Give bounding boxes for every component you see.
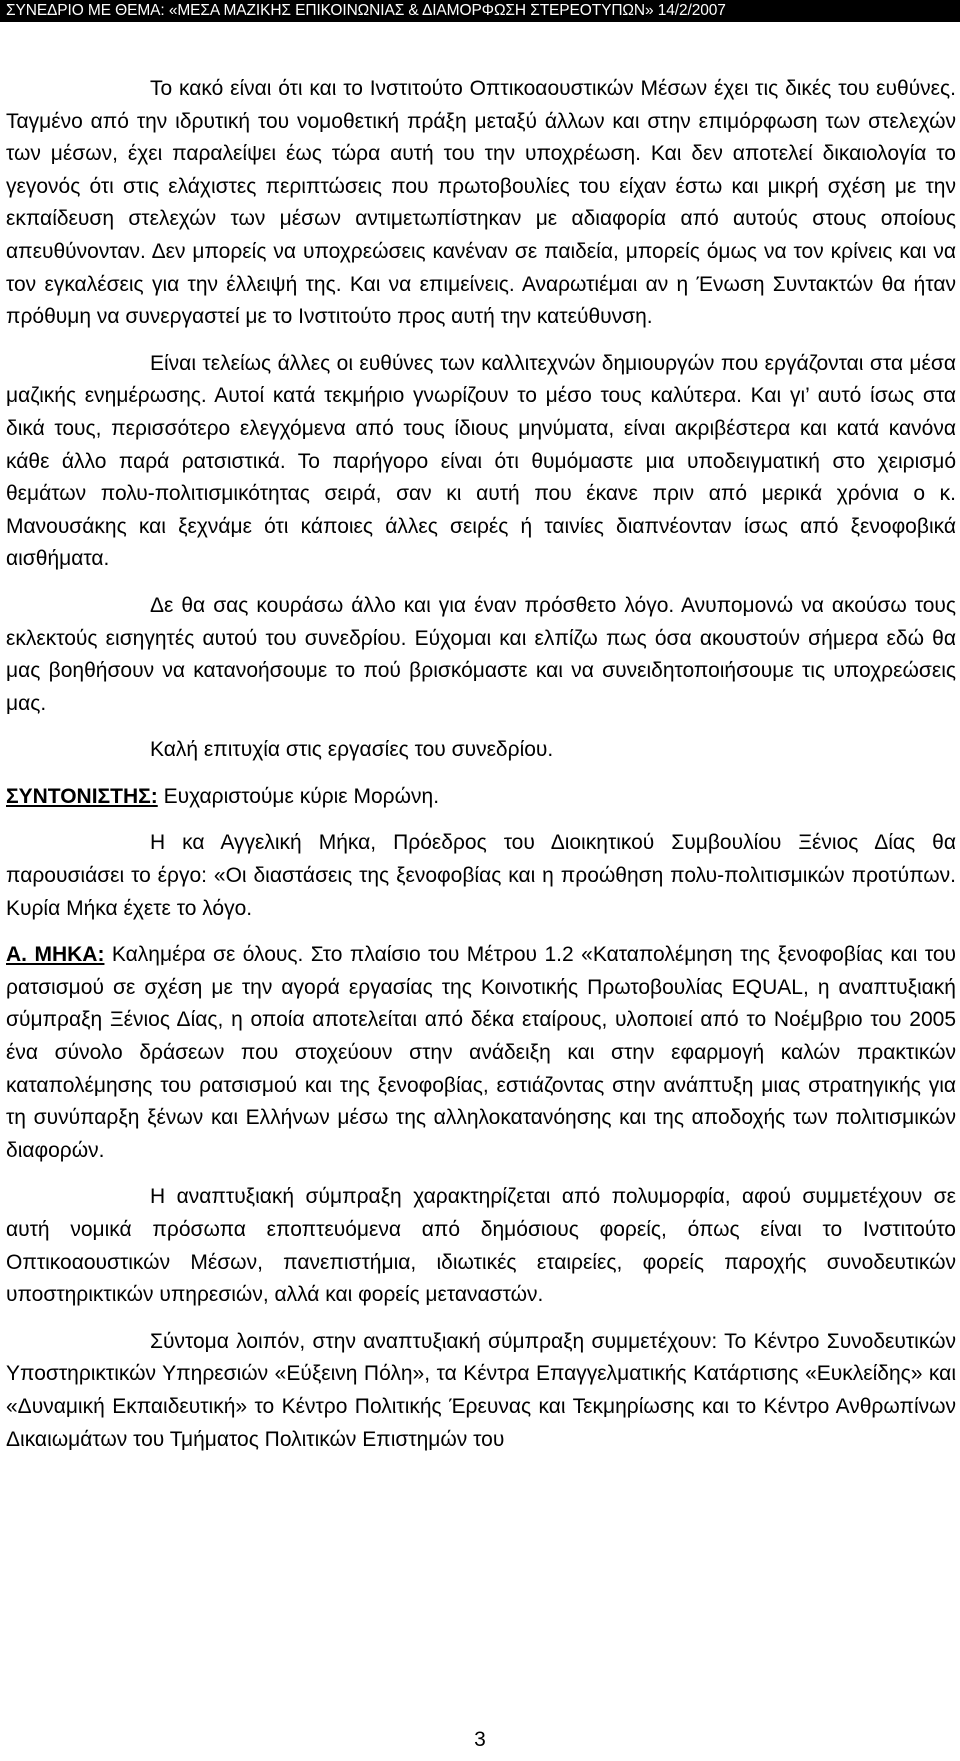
paragraph-moderator-thanks — [6, 781, 956, 814]
running-header — [0, 0, 960, 22]
paragraph-partnership-diversity: Η αναπτυξιακή σύμπραξη χαρακτηρίζεται από πολυμορφία, αφού συμμετέχουν σε αυτή νομικά πρόσωπα εποπτευόμενα από δημόσιους φορείς, όπως είναι το Ινστιτούτο Οπτικοαουστικών Μέσων, πανεπιστήμια, ιδιωτικές εταιρείες, φορείς παροχής συνοδευτικών υποστηρικτικών υπηρεσιών, αλλά και φορείς μεταναστών. — [6, 1185, 956, 1307]
page-body — [6, 73, 956, 1456]
paragraph-speaker-introduction: Η κα Αγγελική Μήκα, Πρόεδρος του Διοικητικού Συμβουλίου Ξένιος Δίας θα παρουσιάσει το έργο: «Οι διαστάσεις της ξενοφοβίας και η προώθηση πολυ-πολιτισμικών προτύπων. Κυρία Μήκα έχετε το λόγο. — [6, 831, 956, 920]
moderator-thanks-text: Ευχαριστούμε κύριε Μορώνη. — [157, 784, 440, 808]
paragraph-partners-list: Σύντομα λοιπόν, στην αναπτυξιακή σύμπραξη συμμετέχουν: Το Κέντρο Συνοδευτικών Υποστηρικτικών Υπηρεσιών «Εύξεινη Πόλη», τα Κέντρα Επαγγελματικής Κατάρτισης «Ευκλείδης» και «Δυναμική Εκπαιδευτική» το Κέντρο Πολιτικής Έρευνας και Τεκμηρίωσης και το Κέντρο Ανθρωπίνων Δικαιωμάτων του Τμήματος Πολιτικών Επιστημών του — [6, 1329, 956, 1451]
paragraph-institute-responsibility: Το κακό είναι ότι και το Ινστιτούτο Οπτικοαουστικών Μέσων έχει τις δικές του ευθύνες. Ταγμένο από την ιδρυτική του νομοθετική πράξη μεταξύ άλλων και στην επιμόρφωση των στελεχών των μέσων, έχει παραλείψει έως τώρα αυτή του την υποχρέωση. Και δεν αποτελεί δικαιολογία το γεγονός ότι στις ελάχιστες περιπτώσεις που πρωτοβουλίες του είχαν έστω και μικρή σχέση με την εκπαίδευση στελεχών των μέσων αντιμετωπίστηκαν με αδιαφορία από αυτούς στους οποίους απευθύνονταν. Δεν μπορείς να υποχρεώσεις κανέναν σε παιδεία, μπορείς όμως να τον κρίνεις και να τον εγκαλέσεις για την έλλειψή της. Και να επιμείνεις. Αναρωτιέμαι αν η Ένωση Συντακτών θα ήταν πρόθυμη να συνεργαστεί με το Ινστιτούτο προς αυτή την κατεύθυνση. — [6, 77, 956, 329]
paragraph-closing-remarks: Δε θα σας κουράσω άλλο και για έναν πρόσθετο λόγο. Ανυπομονώ να ακούσω τους εκλεκτούς εισηγητές αυτού του συνεδρίου. Εύχομαι και ελπίζω πως όσα ακουστούν σήμερα εδώ θα μας βοηθήσουν να κατανοήσουμε το πού βρισκόμαστε και να συνειδητοποιήσουμε τις υποχρεώσεις μας. — [6, 593, 956, 715]
page-number: 3 — [474, 1728, 486, 1751]
paragraph-good-luck: Καλή επιτυχία στις εργασίες του συνεδρίου. — [150, 738, 554, 762]
speaker-label-mika: Α. ΜΗΚΑ: — [6, 943, 105, 967]
speaker-label-moderator: ΣΥΝΤΟΝΙΣΤΗΣ: — [6, 784, 158, 808]
running-header-title: ΣΥΝΕΔΡΙΟ ΜΕ ΘΕΜΑ: «ΜΕΣΑ ΜΑΖΙΚΗΣ ΕΠΙΚΟΙΝΩΝΙΑΣ & ΔΙΑΜΟΡΦΩΣΗ ΣΤΕΡΕΟΤΥΠΩΝ» 14/2/2007 — [6, 2, 726, 19]
paragraph-artists-responsibility: Είναι τελείως άλλες οι ευθύνες των καλλιτεχνών δημιουργών που εργάζονται στα μέσα μαζικής ενημέρωσης. Αυτοί κατά τεκμήριο γνωρίζουν το μέσο τους καλύτερα. Και γι’ αυτό ίσως στα δικά τους, περισσότερο ελεγχόμενα από τους ίδιους μηνύματα, είναι ακριβέστερα και κατά κανόνα κάθε άλλο παρά ρατσιστικά. Το παρήγορο είναι ότι θυμόμαστε μια υποδειγματική στο χειρισμό θεμάτων πολυ-πολιτισμικότητας σειρά, σαν κι αυτή που έκανε πριν από μερικά χρόνια ο κ. Μανουσάκης και ξεχνάμε ότι κάποιες άλλες σειρές ή ταινίες διαπνέονταν ίσως από ξενοφοβικά αισθήματα. — [6, 351, 956, 571]
paragraph-mika-speech — [6, 939, 956, 1167]
mika-speech-text: Καλημέρα σε όλους. Στο πλαίσιο του Μέτρου 1.2 «Καταπολέμηση της ξενοφοβίας και του ρατσισμού σε σχέση με την αγορά εργασίας της Κοινοτικής Πρωτοβουλίας EQUAL, η αναπτυξιακή σύμπραξη Ξένιος Δίας, η οποία αποτελείται από δέκα εταίρους, υλοποιεί από το Νοέμβριο του 2005 ένα σύνολο δράσεων που στοχεύουν στην ανάδειξη και στην εφαρμογή καλών πρακτικών καταπολέμησης του ρατσισμού και της ξενοφοβίας, εστιάζοντας στην ανάπτυξη μιας στρατηγικής για τη συνύπαρξη ξένων και Ελλήνων μέσω της αλληλοκατανόησης και της αποδοχής των πολιτισμικών διαφορών. — [6, 943, 956, 1162]
